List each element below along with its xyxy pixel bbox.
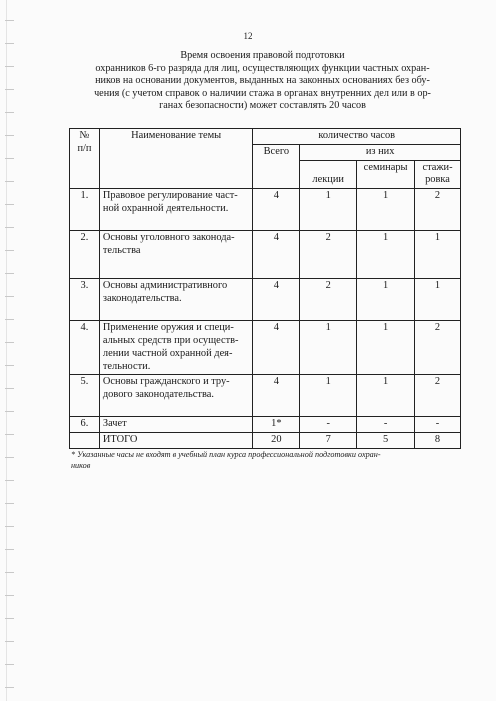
binding-mark — [5, 434, 14, 435]
binding-mark — [5, 135, 14, 136]
header-number: № п/п — [70, 129, 100, 189]
heading-line: ников на основании документов, выданных на законных основаниях без обу- — [95, 75, 430, 87]
row-number: 4. — [70, 321, 100, 375]
binding-mark — [5, 112, 14, 113]
table-row — [70, 321, 461, 375]
row-topic: Основы административного законодательства. — [99, 279, 253, 321]
row-topic: ИТОГО — [99, 433, 253, 449]
binding-mark — [5, 388, 14, 389]
row-seminars: 1 — [357, 231, 415, 279]
header-hours: количество часов — [253, 129, 461, 145]
row-lectures: 2 — [300, 231, 357, 279]
row-topic: Применение оружия и специ- альных средств при осуществ- лении частной охранной дея- тельности. — [99, 321, 253, 375]
binding-mark — [5, 411, 14, 412]
binding-mark — [5, 457, 14, 458]
binding-mark — [5, 273, 14, 274]
binding-mark — [5, 158, 14, 159]
footnote: * Указанные часы не входят в учебный план курса профессиональной подготовки охран- ников — [71, 450, 381, 470]
row-number — [70, 433, 100, 449]
row-seminars: 5 — [357, 433, 415, 449]
row-internship: 1 — [415, 279, 461, 321]
row-number: 2. — [70, 231, 100, 279]
row-total: 4 — [253, 231, 300, 279]
row-internship: 2 — [415, 189, 461, 231]
heading-line: чения (с учетом справок о наличии стажа в органах внутренних дел или в ор- — [94, 87, 431, 99]
binding-mark — [5, 572, 14, 573]
row-internship: 2 — [415, 321, 461, 375]
row-lectures: 2 — [300, 279, 357, 321]
binding-mark — [5, 342, 14, 343]
header-internship: стажи- ровка — [415, 160, 461, 189]
binding-mark — [5, 503, 14, 504]
binding-mark — [5, 526, 14, 527]
binding-mark — [5, 20, 14, 21]
heading-line: ганах безопасности) может составлять 20 часов — [159, 100, 366, 112]
heading-line: Время освоения правовой подготовки — [180, 50, 345, 61]
binding-mark — [5, 43, 14, 44]
row-lectures: 1 — [300, 189, 357, 231]
table-row — [70, 231, 461, 279]
document-heading — [70, 50, 455, 113]
row-internship: 8 — [415, 433, 461, 449]
row-lectures: 1 — [300, 321, 357, 375]
row-lectures: 7 — [300, 433, 357, 449]
row-total: 4 — [253, 189, 300, 231]
binding-mark — [5, 618, 14, 619]
row-total: 20 — [253, 433, 300, 449]
row-seminars: 1 — [357, 279, 415, 321]
binding-mark — [5, 319, 14, 320]
row-internship: 2 — [415, 375, 461, 417]
row-internship: - — [415, 417, 461, 433]
binding-mark — [5, 641, 14, 642]
row-total: 4 — [253, 279, 300, 321]
heading-line: охранников 6-го разряда для лиц, осуществляющих функции частных охран- — [95, 62, 430, 74]
row-topic: Правовое регулирование част- ной охранной деятельности. — [99, 189, 253, 231]
binding-mark — [5, 664, 14, 665]
binding-mark — [5, 549, 14, 550]
binding-mark — [5, 296, 14, 297]
row-seminars: 1 — [357, 375, 415, 417]
table-row — [70, 375, 461, 417]
table-row — [70, 279, 461, 321]
binding-marks — [0, 0, 16, 701]
header-topic: Наименование темы — [99, 129, 253, 189]
binding-mark — [5, 89, 14, 90]
header-total: Всего — [253, 144, 300, 188]
row-internship: 1 — [415, 231, 461, 279]
page-number: 12 — [243, 31, 253, 41]
row-seminars: - — [357, 417, 415, 433]
row-number: 3. — [70, 279, 100, 321]
row-seminars: 1 — [357, 321, 415, 375]
row-total: 4 — [253, 375, 300, 417]
binding-mark — [5, 595, 14, 596]
binding-mark — [5, 687, 14, 688]
row-seminars: 1 — [357, 189, 415, 231]
header-seminars: семинары — [357, 160, 415, 189]
row-number: 6. — [70, 417, 100, 433]
table-row — [70, 417, 461, 433]
row-lectures: 1 — [300, 375, 357, 417]
row-topic: Основы гражданского и тру- дового законодательства. — [99, 375, 253, 417]
binding-mark — [5, 250, 14, 251]
binding-mark — [5, 66, 14, 67]
binding-mark — [5, 227, 14, 228]
row-topic: Основы уголовного законода- тельства — [99, 231, 253, 279]
binding-mark — [5, 204, 14, 205]
row-lectures: - — [300, 417, 357, 433]
row-total: 1* — [253, 417, 300, 433]
binding-mark — [5, 181, 14, 182]
header-lectures: лекции — [300, 160, 357, 189]
row-topic: Зачет — [99, 417, 253, 433]
binding-mark — [5, 365, 14, 366]
table-row — [70, 433, 461, 449]
row-number: 1. — [70, 189, 100, 231]
binding-mark — [5, 480, 14, 481]
header-of-which: из них — [300, 144, 461, 160]
table-row — [70, 189, 461, 231]
row-total: 4 — [253, 321, 300, 375]
hours-table — [69, 128, 461, 449]
row-number: 5. — [70, 375, 100, 417]
